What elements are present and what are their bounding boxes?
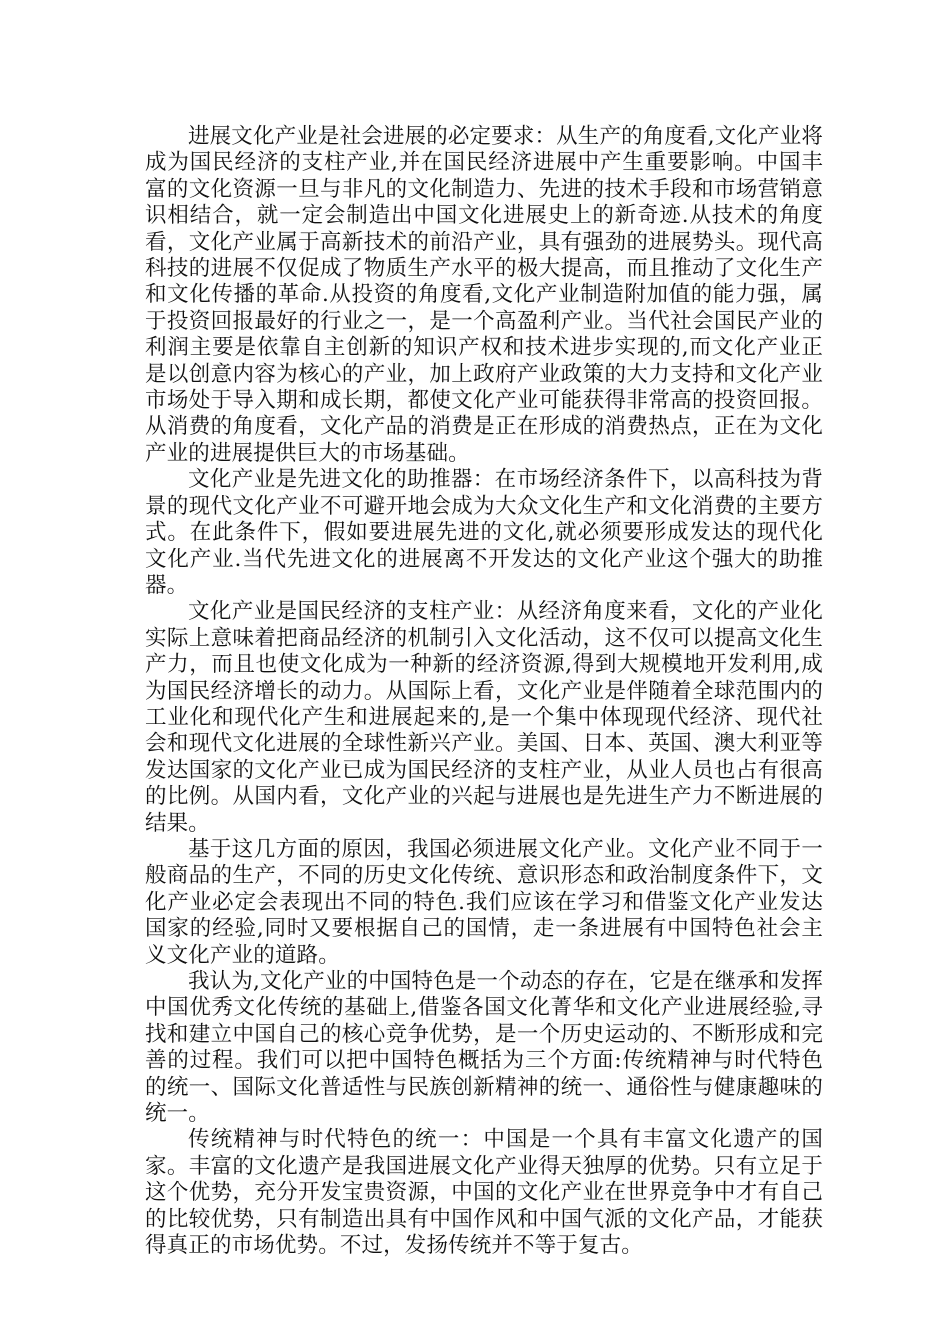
paragraph-advanced-culture-booster: 文化产业是先进文化的助推器：在市场经济条件下，以高科技为背景的现代文化产业不可避开地会成为大众文化生产和文化消费的主要方式。在此条件下，假如要进展先进的文化,就必须要形成发达的现代化文化产业.当代先进文化的进展离不开发达的文化产业这个强大的助推器。 [145,467,823,598]
paragraph-tradition-and-era: 传统精神与时代特色的统一：中国是一个具有丰富文化遗产的国家。丰富的文化遗产是我国进展文化产业得天独厚的优势。只有立足于这个优势，充分开发宝贵资源，中国的文化产业在世界竞争中才有自己的比较优势，只有制造出具有中国作风和中国气派的文化产品，才能获得真正的市场优势。不过，发扬传统并不等于复古。 [145,1127,823,1259]
paragraph-culture-industry-requirement: 进展文化产业是社会进展的必定要求：从生产的角度看,文化产业将成为国民经济的支柱产业,并在国民经济进展中产生重要影响。中国丰富的文化资源一旦与非凡的文化制造力、先进的技术手段和市场营销意识相结合，就一定会制造出中国文化进展史上的新奇迹.从技术的角度看，文化产业属于高新技术的前沿产业，具有强劲的进展势头。现代高科技的进展不仅促成了物质生产水平的极大提高，而且推动了文化生产和文化传播的革命.从投资的角度看,文化产业制造附加值的能力强，属于投资回报最好的行业之一，是一个高盈利产业。当代社会国民产业的利润主要是依靠自主创新的知识产权和技术进步实现的,而文化产业正是以创意内容为核心的产业，加上政府产业政策的大力支持和文化产业市场处于导入期和成长期，都使文化产业可能获得非常高的投资回报。从消费的角度看，文化产品的消费是正在形成的消费热点，正在为文化产业的进展提供巨大的市场基础。 [145,124,823,466]
paragraph-pillar-industry: 文化产业是国民经济的支柱产业：从经济角度来看，文化的产业化实际上意味着把商品经济的机制引入文化活动，这不仅可以提高文化生产力，而且也使文化成为一种新的经济资源,得到大规模地开发利用,成为国民经济增长的动力。从国际上看，文化产业是伴随着全球范围内的工业化和现代化产生和进展起来的,是一个集中体现现代经济、现代社会和现代文化进展的全球性新兴产业。美国、日本、英国、澳大利亚等发达国家的文化产业已成为国民经济的支柱产业，从业人员也占有很高的比例。从国内看，文化产业的兴起与进展也是先进生产力不断进展的结果。 [145,599,823,836]
paragraph-chinese-characteristics: 我认为,文化产业的中国特色是一个动态的存在，它是在继承和发挥中国优秀文化传统的基础上,借鉴各国文化菁华和文化产业进展经验,寻找和建立中国自己的核心竞争优势，是一个历史运动的、不断形成和完善的过程。我们可以把中国特色概括为三个方面:传统精神与时代特色的统一、国际文化普适性与民族创新精神的统一、通俗性与健康趣味的统一。 [145,969,823,1127]
paragraph-reasons: 基于这几方面的原因，我国必须进展文化产业。文化产业不同于一般商品的生产，不同的历史文化传统、意识形态和政治制度条件下，文化产业必定会表现出不同的特色.我们应该在学习和借鉴文化产业发达国家的经验,同时又要根据自己的国情，走一条进展有中国特色社会主义文化产业的道路。 [145,836,823,968]
document-body [145,124,823,1259]
